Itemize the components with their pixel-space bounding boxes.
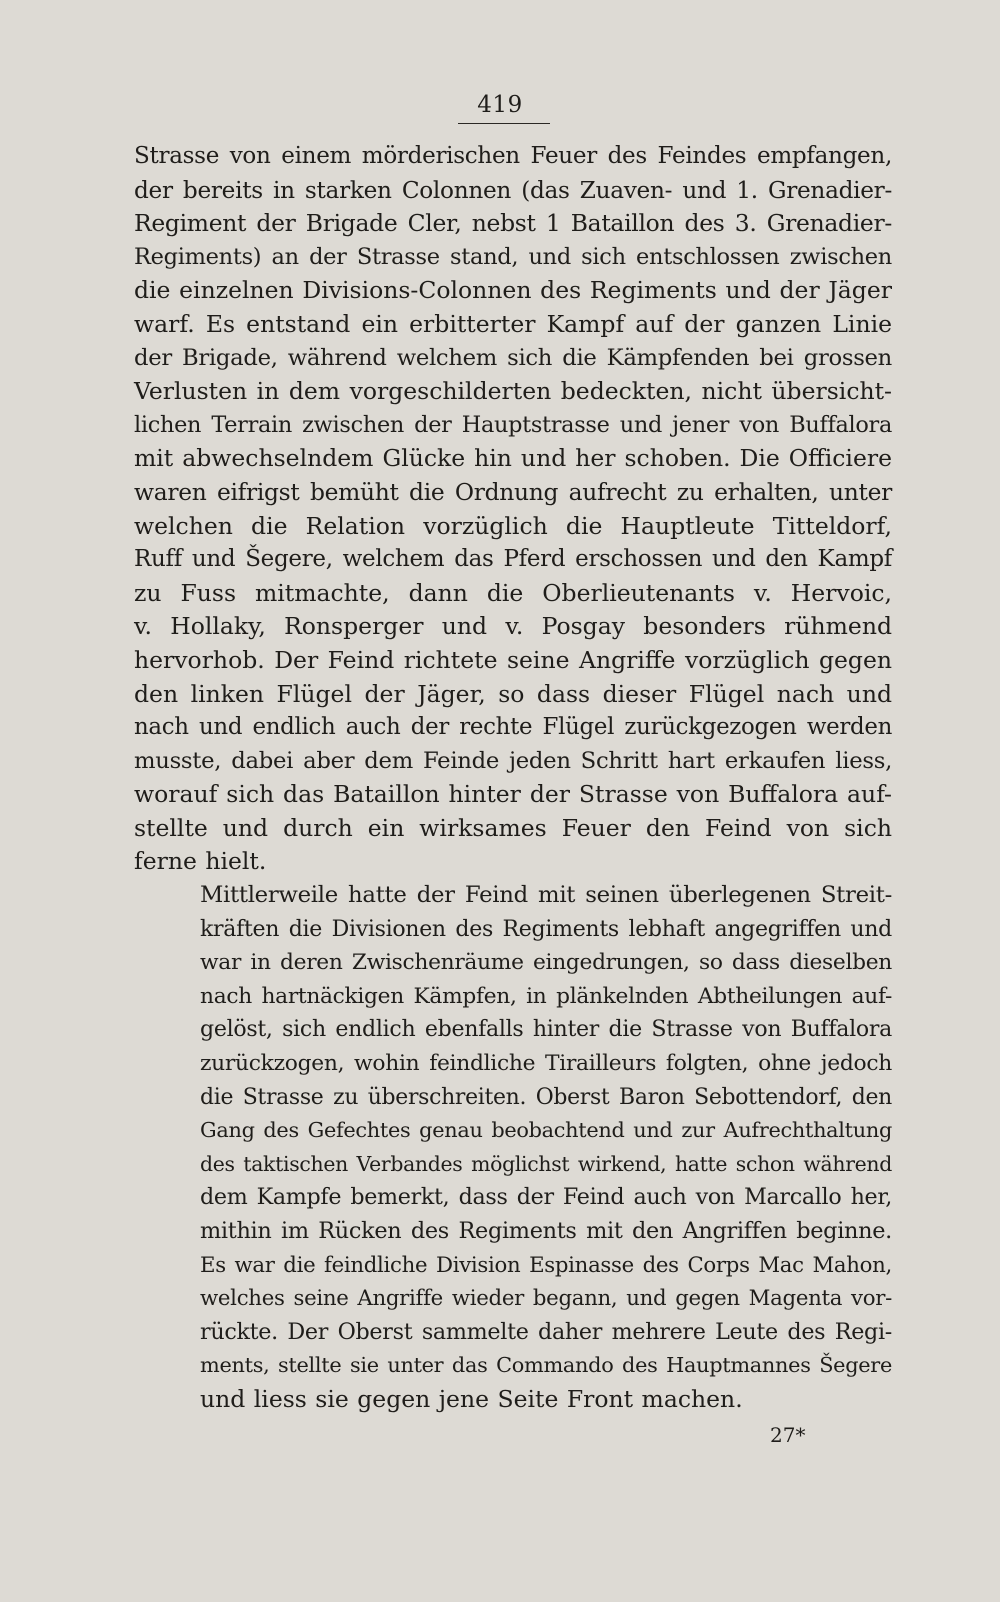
text-line: welches seine Angriffe wieder begann, und gegen Magenta vor-	[200, 1286, 892, 1312]
page-number-rule	[458, 123, 550, 124]
signature-mark: 27*	[770, 1423, 806, 1447]
text-line: mithin im Rücken des Regiments mit den Angriffen beginne.	[200, 1218, 892, 1244]
text-line: zurückzogen, wohin feindliche Tirailleurs folgten, ohne jedoch	[200, 1051, 892, 1077]
text-line: ments, stellte sie unter das Commando des Hauptmannes Šegere	[200, 1353, 892, 1378]
text-line: ferne hielt.	[134, 847, 267, 876]
text-line: warf. Es entstand ein erbitterter Kampf auf der ganzen Linie	[134, 309, 892, 338]
text-line: nach und endlich auch der rechte Flügel zurückgezogen werden	[134, 714, 892, 741]
text-line: stellte und durch ein wirksames Feuer den Feind von sich	[134, 813, 892, 842]
text-line: dem Kampfe bemerkt, dass der Feind auch von Marcallo her,	[200, 1184, 892, 1211]
text-line: Regiment der Brigade Cler, nebst 1 Bataillon des 3. Grenadier-	[134, 209, 892, 238]
text-line: Ruff und Šegere, welchem das Pferd erschossen und den Kampf	[134, 546, 892, 573]
text-line: rückte. Der Oberst sammelte daher mehrere Leute des Regi-	[200, 1318, 892, 1345]
text-line: den linken Flügel der Jäger, so dass dieser Flügel nach und	[134, 679, 892, 708]
text-line: zu Fuss mitmachte, dann die Oberlieutenants v. Hervoic,	[134, 578, 892, 607]
text-line: v. Hollaky, Ronsperger und v. Posgay besonders rühmend	[134, 612, 892, 641]
paragraph	[134, 879, 892, 1417]
page-number: 419	[477, 92, 523, 118]
text-line: waren eifrigst bemüht die Ordnung aufrecht zu erhalten, unter	[134, 477, 892, 506]
text-line: gelöst, sich endlich ebenfalls hinter die Strasse von Buffalora	[200, 1017, 892, 1043]
text-line: worauf sich das Bataillon hinter der Strasse von Buffalora auf-	[134, 780, 892, 809]
text-line: mit abwechselndem Glücke hin und her schoben. Die Officiere	[134, 444, 892, 473]
body-text	[134, 140, 892, 1417]
text-line: und liess sie gegen jene Seite Front machen.	[200, 1384, 743, 1413]
text-line: Verlusten in dem vorgeschilderten bedeckten, nicht übersicht-	[134, 377, 892, 406]
text-line: Mittlerweile hatte der Feind mit seinen überlegenen Streit-	[200, 882, 892, 909]
text-line: war in deren Zwischenräume eingedrungen, so dass dieselben	[200, 950, 892, 976]
text-line: Regiments) an der Strasse stand, und sich entschlossen zwischen	[134, 243, 892, 270]
text-line: des taktischen Verbandes möglichst wirkend, hatte schon während	[200, 1151, 892, 1176]
text-line: Gang des Gefechtes genau beobachtend und zur Aufrechthaltung	[200, 1118, 892, 1143]
text-line: der Brigade, während welchem sich die Kämpfenden bei grossen	[134, 344, 892, 371]
text-line: nach hartnäckigen Kämpfen, in plänkelnden Abtheilungen auf-	[200, 983, 892, 1009]
text-line: der bereits in starken Colonnen (das Zuaven- und 1. Grenadier-	[134, 176, 892, 204]
paragraph	[134, 140, 892, 879]
text-line: kräften die Divisionen des Regiments lebhaft angegriffen und	[200, 916, 892, 942]
text-line: die Strasse zu überschreiten. Oberst Baron Sebottendorf, den	[200, 1084, 892, 1110]
text-line: Strasse von einem mörderischen Feuer des Feindes empfangen,	[134, 143, 892, 169]
text-line: lichen Terrain zwischen der Hauptstrasse und jener von Buffalora	[134, 411, 892, 438]
text-line: die einzelnen Divisions-Colonnen des Regiments und der Jäger	[134, 276, 892, 305]
text-line: welchen die Relation vorzüglich die Hauptleute Titteldorf,	[134, 511, 892, 540]
text-line: hervorhob. Der Feind richtete seine Angriffe vorzüglich gegen	[134, 645, 892, 674]
text-line: musste, dabei aber dem Feinde jeden Schritt hart erkaufen liess,	[134, 747, 892, 774]
text-line: Es war die feindliche Division Espinasse des Corps Mac Mahon,	[200, 1252, 892, 1278]
